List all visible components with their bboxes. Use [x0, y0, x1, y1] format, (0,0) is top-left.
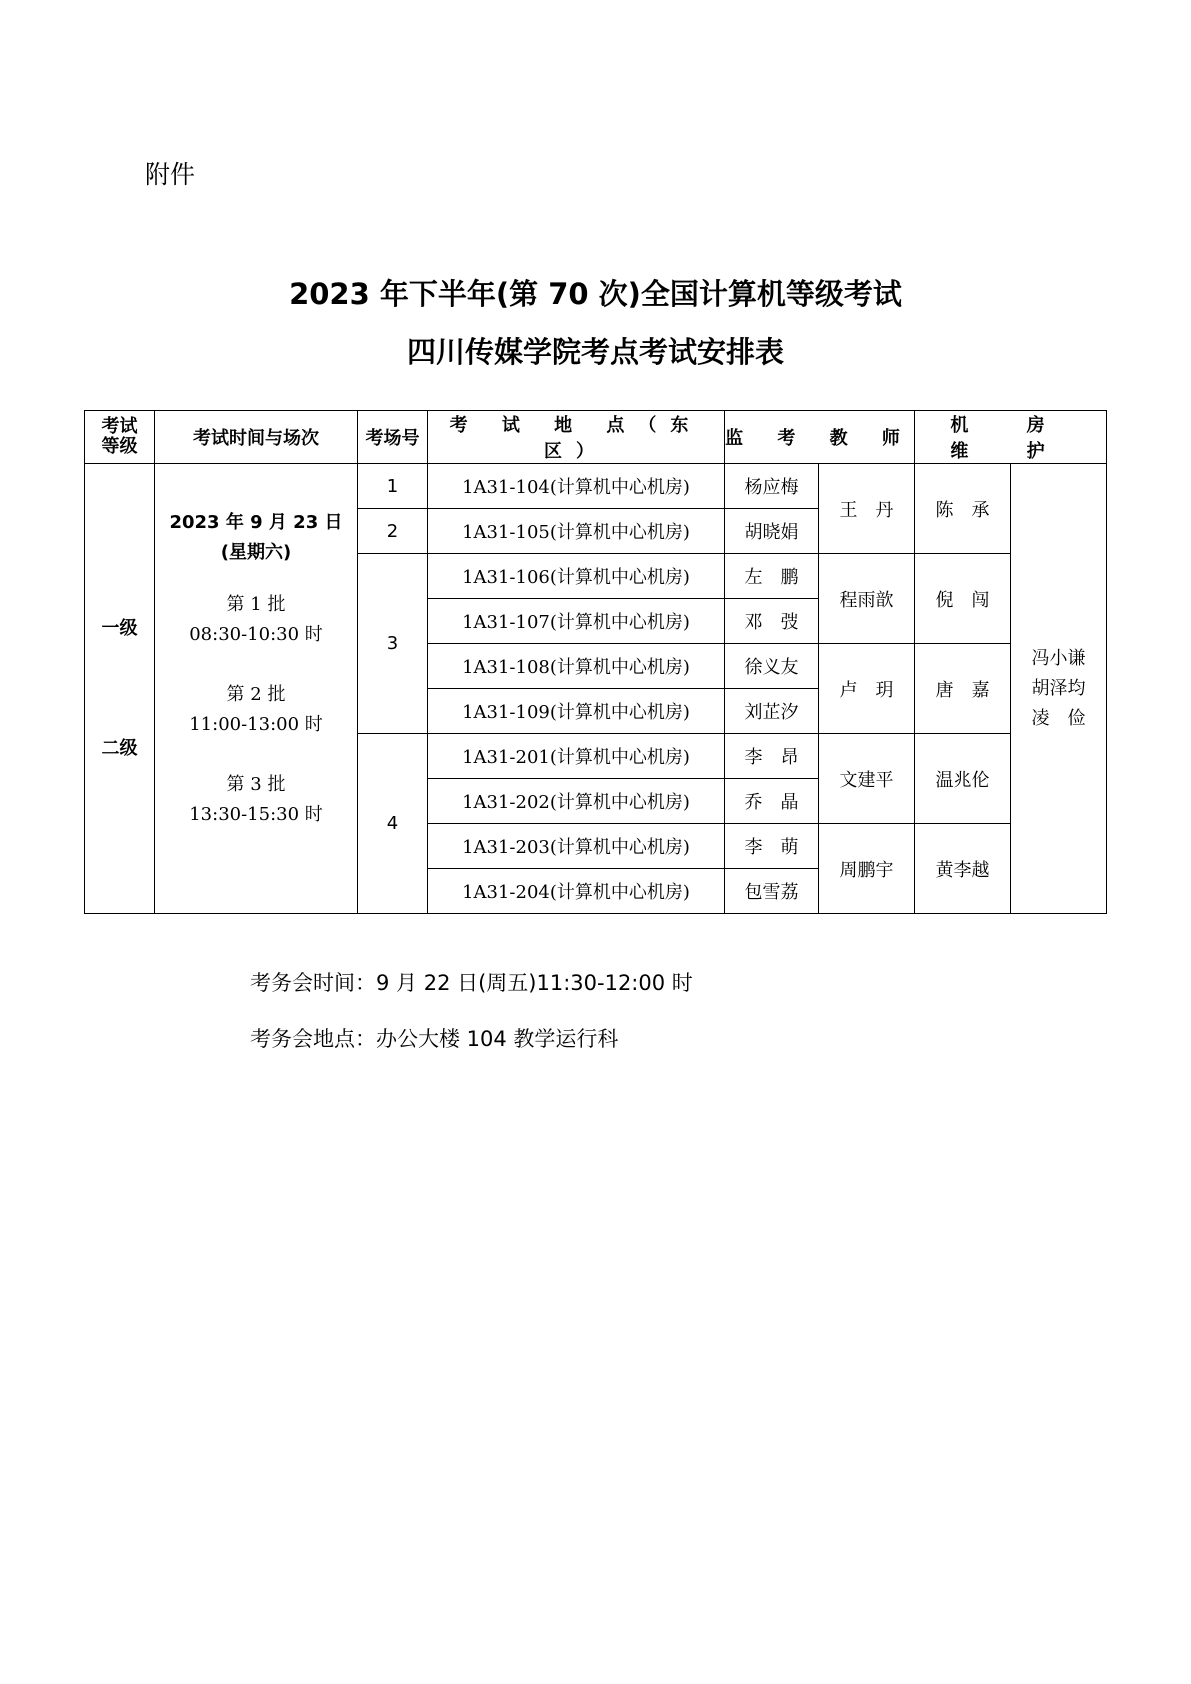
pair-proctor: 卢 玥	[819, 644, 915, 734]
room-number: 4	[358, 734, 428, 914]
pair-maintainer: 唐 嘉	[915, 644, 1011, 734]
overall-maintainer: 胡泽均	[1031, 677, 1086, 699]
header-level-line2: 等级	[101, 436, 138, 457]
table-header-row	[85, 411, 1107, 464]
exam-weekday: (星期六)	[220, 541, 292, 563]
pair-maintainer: 黄李越	[915, 824, 1011, 914]
header-room-no: 考场号	[358, 411, 428, 464]
pair-proctor: 王 丹	[819, 464, 915, 554]
room-number: 2	[358, 509, 428, 554]
exam-location: 1A31-107(计算机中心机房)	[428, 599, 725, 644]
pair-maintainer: 倪 闯	[915, 554, 1011, 644]
exam-levels-cell	[85, 464, 155, 914]
exam-location: 1A31-202(计算机中心机房)	[428, 779, 725, 824]
overall-maintainer: 冯小谦	[1031, 647, 1086, 669]
header-proctors: 监 考 教 师	[725, 411, 915, 464]
exam-location: 1A31-203(计算机中心机房)	[428, 824, 725, 869]
pair-maintainer: 陈 承	[915, 464, 1011, 554]
header-level-line1: 考试	[101, 416, 138, 437]
pair-maintainer: 温兆伦	[915, 734, 1011, 824]
header-location: 考 试 地 点（东区）	[428, 411, 725, 464]
room-number: 1	[358, 464, 428, 509]
proctor: 李 萌	[725, 824, 819, 869]
proctor: 包雪荔	[725, 869, 819, 914]
attachment-label: 附件	[145, 160, 196, 189]
table-row	[85, 464, 1107, 509]
exam-location: 1A31-204(计算机中心机房)	[428, 869, 725, 914]
exam-date: 2023 年 9 月 23 日	[169, 511, 343, 533]
proctor: 胡晓娟	[725, 509, 819, 554]
proctor: 刘芷汐	[725, 689, 819, 734]
header-maintenance: 机 房 维 护	[915, 411, 1107, 464]
proctor: 左 鹏	[725, 554, 819, 599]
proctor: 李 昂	[725, 734, 819, 779]
batch1-time: 08:30-10:30 时	[189, 623, 323, 645]
header-level	[85, 411, 155, 464]
proctor: 徐义友	[725, 644, 819, 689]
exam-location: 1A31-108(计算机中心机房)	[428, 644, 725, 689]
exam-location: 1A31-104(计算机中心机房)	[428, 464, 725, 509]
level-one: 一级	[101, 617, 138, 639]
exam-location: 1A31-109(计算机中心机房)	[428, 689, 725, 734]
pair-proctor: 周鹏宇	[819, 824, 915, 914]
header-time: 考试时间与场次	[155, 411, 358, 464]
batch2-label: 第 2 批	[226, 683, 286, 705]
batch2-time: 11:00-13:00 时	[189, 713, 323, 735]
exam-location: 1A31-105(计算机中心机房)	[428, 509, 725, 554]
exam-location: 1A31-201(计算机中心机房)	[428, 734, 725, 779]
batch3-label: 第 3 批	[226, 773, 286, 795]
overall-maintainers-cell	[1011, 464, 1107, 914]
exam-schedule-table	[84, 410, 1107, 914]
document-subtitle: 四川传媒学院考点考试安排表	[406, 335, 784, 369]
pair-proctor: 文建平	[819, 734, 915, 824]
room-number: 3	[358, 554, 428, 734]
pair-proctor: 程雨歆	[819, 554, 915, 644]
level-two: 二级	[101, 737, 138, 759]
proctor: 乔 晶	[725, 779, 819, 824]
document-title: 2023 年下半年(第 70 次)全国计算机等级考试	[289, 277, 902, 311]
exam-time-cell	[155, 464, 358, 914]
meeting-time: 考务会时间：9 月 22 日(周五)11:30-12:00 时	[250, 971, 693, 995]
meeting-place: 考务会地点：办公大楼 104 教学运行科	[250, 1027, 619, 1051]
batch1-label: 第 1 批	[226, 593, 286, 615]
overall-maintainer: 凌 俭	[1031, 707, 1086, 729]
exam-location: 1A31-106(计算机中心机房)	[428, 554, 725, 599]
batch3-time: 13:30-15:30 时	[189, 803, 323, 825]
proctor: 杨应梅	[725, 464, 819, 509]
proctor: 邓 弢	[725, 599, 819, 644]
